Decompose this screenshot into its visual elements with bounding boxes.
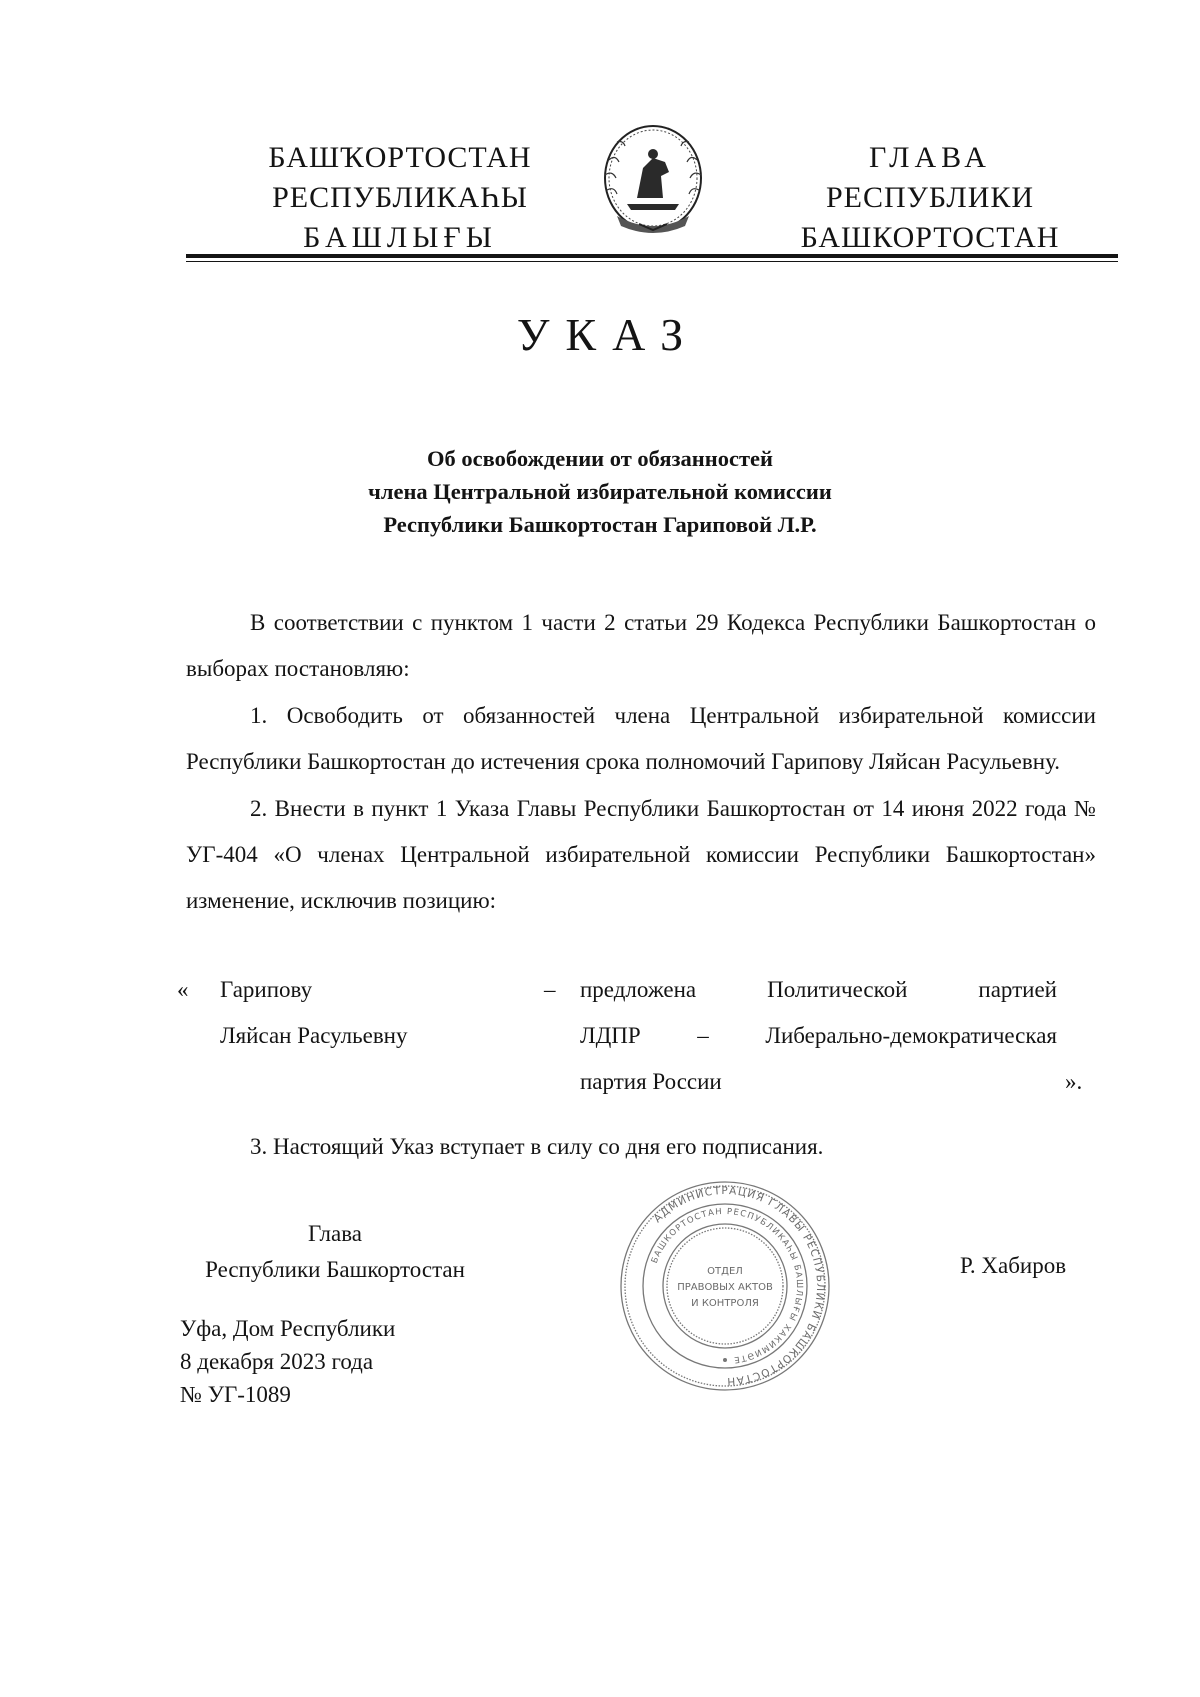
header-divider [186, 254, 1118, 258]
position-name-line: Ляйсан Расульевну [220, 1023, 408, 1048]
document-subject [250, 442, 950, 541]
header-right-line: ГЛАВА [869, 141, 991, 174]
position-desc-line: партия России [580, 1069, 722, 1094]
document-place-date [180, 1312, 395, 1411]
quote-close: ». [1065, 1069, 1083, 1094]
position-description [580, 967, 1057, 1105]
item-2-paragraph: 2. Внести в пункт 1 Указа Главы Республики Башкортостан от 14 июня 2022 года № УГ-404 «О членах Центральной избирательной комиссии Республики Башкортостан» изменение, исключив позицию: [186, 796, 1096, 913]
signatory-title [180, 1216, 490, 1288]
document-body [186, 600, 1096, 925]
subject-line: члена Центральной избирательной комиссии [368, 479, 832, 504]
signatory-title-line: Глава [307, 1221, 363, 1246]
stamp-center-line: ПРАВОВЫХ АКТОВ [677, 1282, 773, 1293]
header-left-line: БАШҠОРТОСТАН [268, 141, 532, 174]
place-text: Уфа, Дом Республики [180, 1316, 396, 1341]
header-right-line: БАШКОРТОСТАН [800, 221, 1060, 254]
stamp-outer-text: АДМИНИСТРАЦИЯ ГЛАВЫ РЕСПУБЛИКИ БАШКОРТОСТАН [651, 1184, 827, 1388]
subject-line: Об освобождении от обязанностей [427, 446, 773, 471]
date-text: 8 декабря 2023 года [180, 1349, 374, 1374]
header-right-line: РЕСПУБЛИКИ [825, 181, 1035, 214]
quote-open: « [177, 977, 189, 1002]
signatory-title-line: Республики Башкортостан [205, 1257, 465, 1282]
header-left-line: РЕСПУБЛИКАҺЫ [272, 181, 528, 214]
official-stamp [617, 1178, 833, 1394]
position-name-line: Гарипову [220, 977, 313, 1002]
item-3-paragraph: 3. Настоящий Указ вступает в силу со дня его подписания. [250, 1134, 824, 1159]
document-type-title: УКАЗ [516, 309, 700, 360]
intro-paragraph: В соответствии с пунктом 1 части 2 статьи 29 Кодекса Республики Башкортостан о выборах постановляю: [186, 610, 1096, 681]
signer-name: Р. Хабиров [960, 1253, 1067, 1278]
subject-line: Республики Башкортостан Гариповой Л.Р. [383, 512, 817, 537]
item-1-paragraph: 1. Освободить от обязанностей члена Центральной избирательной комиссии Республики Башкортостан до истечения срока полномочий Гарипову Ляйсан Расульевну. [186, 703, 1096, 774]
header-left-line: БАШЛЫҒЫ [303, 221, 497, 254]
stamp-inner-text: БАШКОРТОСТАН РЕСПУБЛИКАҺЫ БАШЛЫҒЫ ХАКИМИӘТЕ [649, 1206, 805, 1365]
stamp-center-line: И КОНТРОЛЯ [691, 1298, 759, 1309]
header-russian-title [760, 138, 1100, 258]
coat-of-arms-icon [587, 120, 719, 242]
position-desc-line: ЛДПР – Либерально-демократическая [580, 1023, 1057, 1048]
stamp-center-line: ОТДЕЛ [707, 1266, 743, 1277]
position-desc-line: предложена Политической партией [580, 977, 1057, 1002]
position-dash: – [544, 977, 556, 1002]
header-divider-thin [186, 261, 1118, 262]
document-number: № УГ-1089 [180, 1382, 291, 1407]
header-bashkir-title [200, 138, 600, 258]
